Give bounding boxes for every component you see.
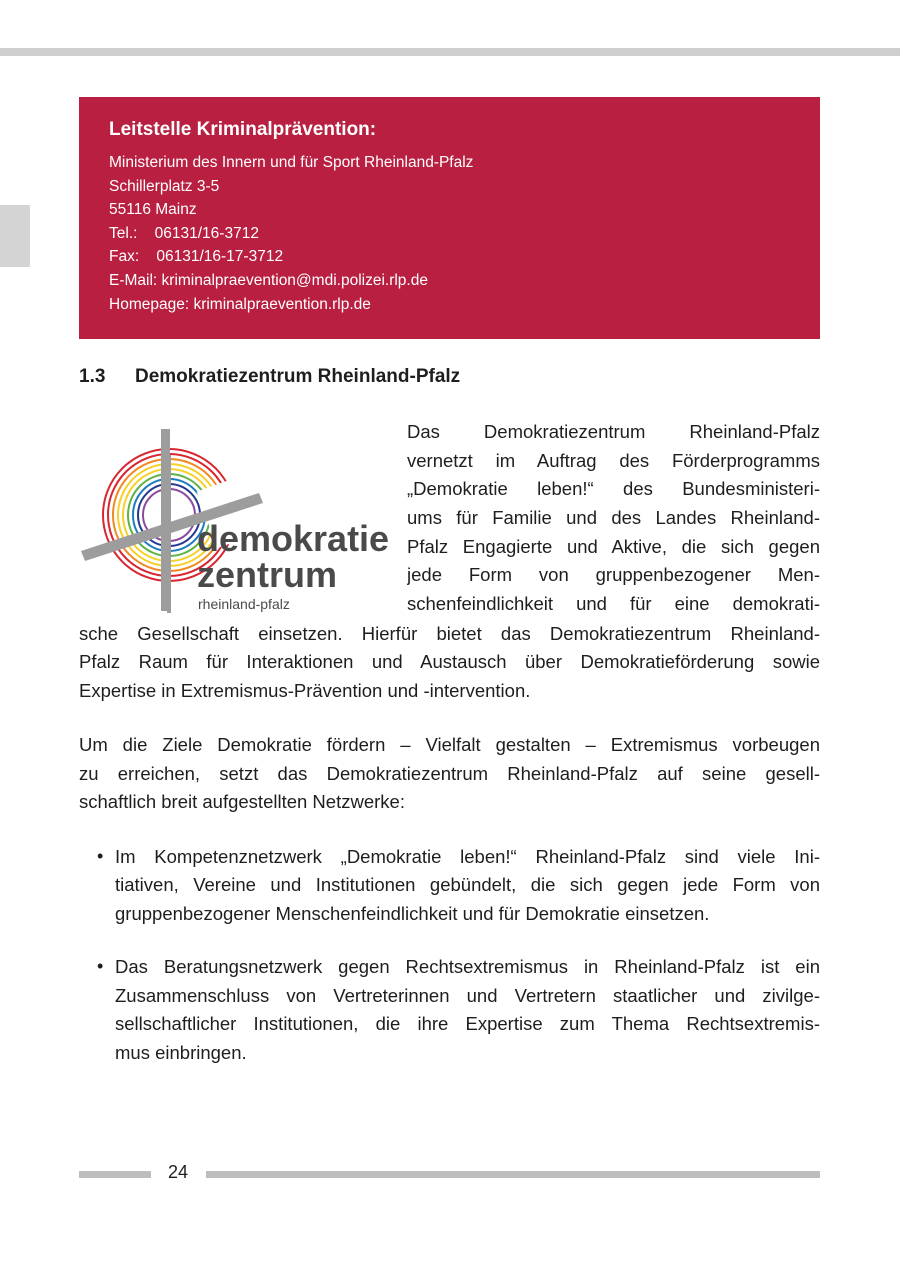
- page-number: 24: [168, 1162, 189, 1182]
- text-line: Zusammenschluss von Vertreterinnen und Vertretern staatlicher und zivilge-: [115, 985, 820, 1006]
- footer-rule-right: [206, 1171, 820, 1178]
- text-line: ums für Familie und des Landes Rheinland-: [407, 507, 820, 528]
- contact-line: 55116 Mainz: [109, 201, 197, 219]
- logo-word-region: rheinland-pfalz: [198, 596, 290, 612]
- text-line: Pfalz Raum für Interaktionen und Austausch über Demokratieförderung sowie: [79, 651, 820, 672]
- text-line: jede Form von gruppenbezogener Men-: [407, 564, 820, 585]
- side-tab-marker: [0, 205, 30, 267]
- logo-word-zentrum: zentrum: [197, 554, 338, 595]
- text-line: Um die Ziele Demokratie fördern – Vielfalt gestalten – Extremismus vorbeugen: [79, 734, 820, 755]
- contact-email[interactable]: E-Mail: kriminalpraevention@mdi.polizei.rlp.de: [109, 271, 428, 289]
- text-line: schenfeindlichkeit und für eine demokrati-: [407, 593, 820, 614]
- text-line: tiativen, Vereine und Institutionen gebündelt, die sich gegen jede Form von: [115, 874, 820, 895]
- contact-box: [79, 97, 820, 339]
- contact-homepage[interactable]: Homepage: kriminalpraevention.rlp.de: [109, 295, 371, 313]
- contact-line: Ministerium des Innern und für Sport Rheinland-Pfalz: [109, 154, 474, 171]
- text-line: gruppenbezogener Menschenfeindlichkeit und für Demokratie einsetzen.: [115, 903, 710, 924]
- text-line: Das Beratungsnetzwerk gegen Rechtsextremismus in Rheinland-Pfalz ist ein: [115, 956, 820, 977]
- demokratiezentrum-logo: [79, 425, 390, 613]
- text-line: Im Kompetenznetzwerk „Demokratie leben!“ Rheinland-Pfalz sind viele Ini-: [115, 846, 820, 867]
- bullet-icon: •: [97, 956, 104, 976]
- section-title: Demokratiezentrum Rheinland-Pfalz: [135, 366, 461, 387]
- contact-phone: Tel.: 06131/16-3712: [109, 224, 259, 242]
- text-line: Pfalz Engagierte und Aktive, die sich gegen: [407, 536, 820, 557]
- contact-box-title: Leitstelle Kriminalprävention:: [109, 119, 377, 140]
- text-line: vernetzt im Auftrag des Förderprogramms: [407, 450, 820, 471]
- text-line: mus einbringen.: [115, 1042, 247, 1063]
- text-line: Das Demokratiezentrum Rheinland-Pfalz: [407, 421, 820, 442]
- text-line: sellschaftlicher Institutionen, die ihre Expertise zum Thema Rechtsextremis-: [115, 1013, 820, 1034]
- text-line: Expertise in Extremismus-Prävention und -intervention.: [79, 680, 531, 701]
- section-number: 1.3: [79, 366, 106, 387]
- text-line: „Demokratie leben!“ des Bundesministeri-: [407, 478, 820, 499]
- section-heading: [79, 366, 460, 388]
- contact-line: Schillerplatz 3-5: [109, 177, 220, 195]
- footer-rule-left: [79, 1171, 151, 1178]
- text-line: sche Gesellschaft einsetzen. Hierfür bietet das Demokratiezentrum Rheinland-: [79, 623, 820, 644]
- logo-word-demokratie: demokratie: [197, 518, 390, 559]
- top-rule: [0, 48, 900, 56]
- text-line: zu erreichen, setzt das Demokratiezentrum Rheinland-Pfalz auf seine gesell-: [79, 763, 820, 784]
- bullet-icon: •: [97, 846, 104, 866]
- contact-fax: Fax: 06131/16-17-3712: [109, 248, 284, 266]
- text-line: schaftlich breit aufgestellten Netzwerke:: [79, 791, 405, 812]
